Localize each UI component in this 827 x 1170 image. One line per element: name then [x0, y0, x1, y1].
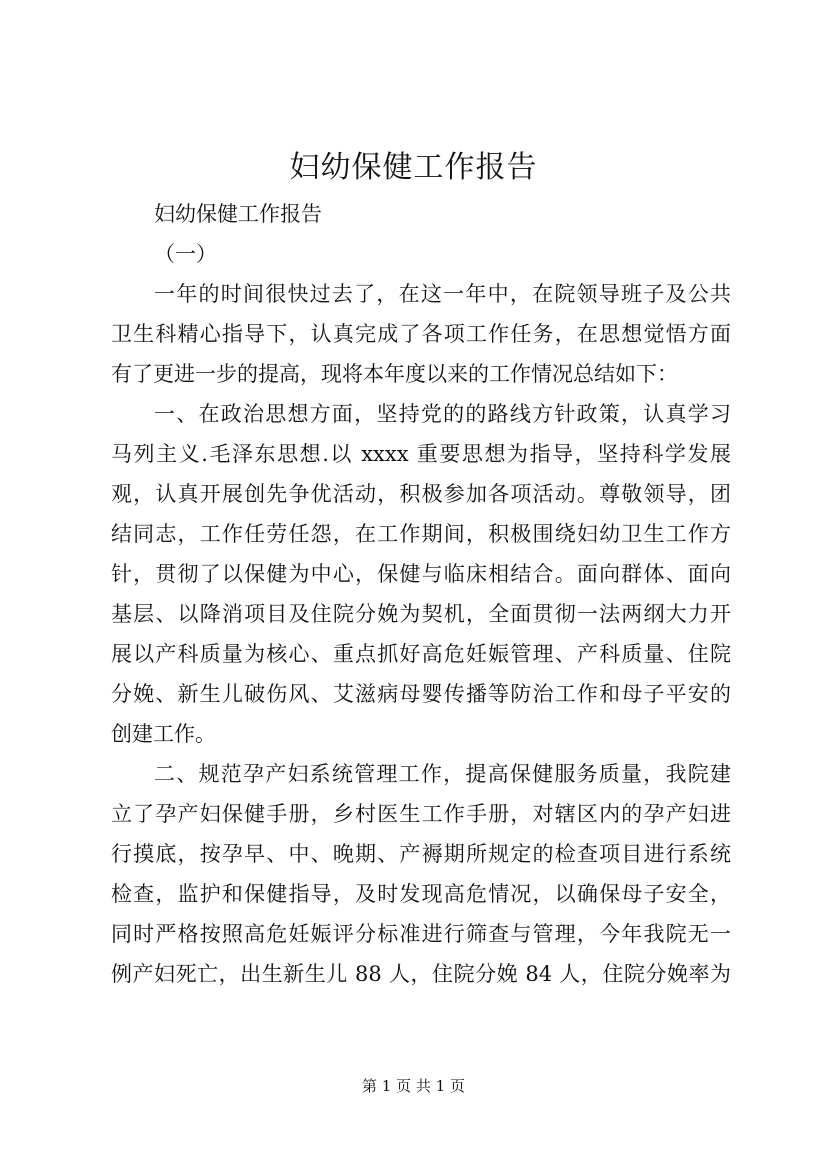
paragraph-line: 分娩、新生儿破伤风、艾滋病母婴传播等防治工作和母子平安的: [111, 682, 731, 706]
paragraph-line: 一、在政治思想方面，坚持党的的路线方针政策，认真学习: [154, 402, 731, 426]
paragraph-line: 检查，监护和保健指导，及时发现高危情况，以确保母子安全，: [111, 882, 731, 906]
paragraph-line: 展以产科质量为核心、重点抓好高危妊娠管理、产科质量、住院: [111, 642, 731, 666]
section-marker: （一）: [154, 242, 217, 266]
paragraph-line: 卫生科精心指导下，认真完成了各项工作任务，在思想觉悟方面: [111, 322, 731, 346]
paragraph-line: 例产妇死亡，出生新生儿 88 人，住院分娩 84 人，住院分娩率为: [111, 962, 731, 986]
paragraph-line: 马列主义.毛泽东思想.以 xxxx 重要思想为指导，坚持科学发展: [111, 442, 731, 466]
paragraph-line: 行摸底，按孕早、中、晚期、产褥期所规定的检查项目进行系统: [111, 842, 731, 866]
paragraph-line: 创建工作。: [111, 722, 216, 746]
paragraph-line: 针，贯彻了以保健为中心，保健与临床相结合。面向群体、面向: [111, 562, 731, 586]
paragraph-line: 二、规范孕产妇系统管理工作，提高保健服务质量，我院建: [154, 762, 731, 786]
paragraph-line: 基层、以降消项目及住院分娩为契机，全面贯彻一法两纲大力开: [111, 602, 731, 626]
paragraph-line: 同时严格按照高危妊娠评分标准进行筛查与管理，今年我院无一: [111, 922, 731, 946]
paragraph-line: 立了孕产妇保健手册，乡村医生工作手册，对辖区内的孕产妇进: [111, 802, 731, 826]
document-title: 妇幼保健工作报告: [289, 150, 538, 185]
paragraph-line: 观，认真开展创先争优活动，积极参加各项活动。尊敬领导，团: [111, 482, 731, 506]
subtitle: 妇幼保健工作报告: [154, 202, 322, 226]
page-footer: 第 1 页 共 1 页: [362, 1077, 465, 1095]
paragraph-line: 有了更进一步的提高，现将本年度以来的工作情况总结如下：: [111, 362, 678, 386]
paragraph-line: 结同志，工作任劳任怨，在工作期间，积极围绕妇幼卫生工作方: [111, 522, 731, 546]
document-body: [111, 194, 731, 994]
paragraph-line: 一年的时间很快过去了，在这一年中，在院领导班子及公共: [154, 282, 731, 306]
